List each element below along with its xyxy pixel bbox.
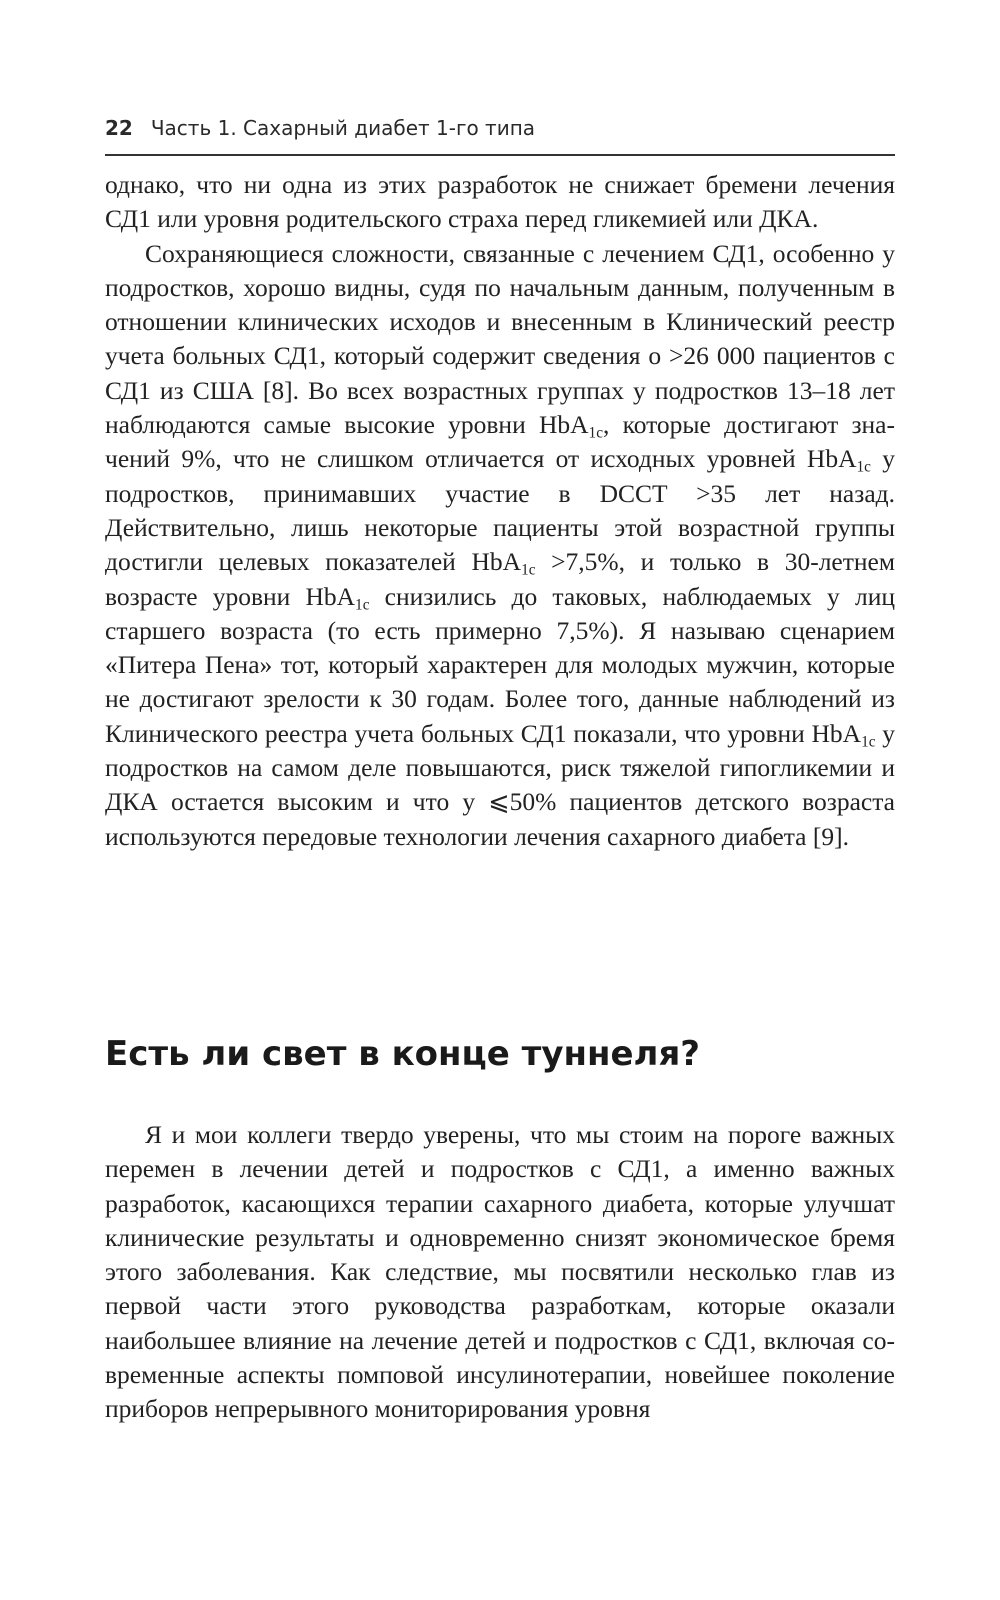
text-run: , которые достигают значений 9%, что не слишком отличается от исходных уровней HbA — [105, 410, 895, 474]
text-run: Сохраняющиеся сложности, связанные с лечением СД1, особенно у подростков, хорошо видны, судя по начальным данным, полученным в отношении клинических исходов и внесенным в Клинический реестр учета больных СД1, который содержит сведения о >26 000 пациентов с СД1 из США [8]. Во всех возрастных группах у подростков 13–18 лет наблюдаются самые высокие уровни HbA — [105, 238, 895, 440]
text-block-2 — [105, 1118, 895, 1427]
subscript: 1c — [588, 424, 603, 442]
text-run: у подростков, принимавших участие в DCCT >35 лет назад. Действительно, лишь некоторые пациенты этой возрастной группы достигли целевых показателей HbA — [105, 444, 895, 577]
subscript: 1c — [355, 596, 370, 614]
paragraph-complications — [105, 237, 895, 854]
text-run: >7,5%, и только в 30-летнем возрасте уровни HbA — [105, 547, 895, 611]
section-heading: Есть ли свет в конце туннеля? — [105, 1034, 700, 1074]
running-title: Часть 1. Сахарный диабет 1-го типа — [150, 116, 536, 140]
paragraph-outlook: Я и мои коллеги твердо уверены, что мы стоим на пороге важных перемен в лечении детей и подростков с СД1, а именно важных разработок, касающихся терапии сахарного диабета, которые улучшат клинические результаты и одновременно снизят экономическое бремя этого заболевания. Как следствие, мы посвятили несколько глав из первой части этого руководства разработкам, которые оказали наибольшее влияние на лечение детей и подростков с СД1, включая современные аспекты помповой инсулинотерапии, новейшее поколение приборов непрерывного мониторирования уровня — [105, 1120, 895, 1424]
subscript: 1c — [521, 561, 536, 579]
subscript: 1c — [856, 458, 871, 476]
running-head — [105, 116, 895, 152]
subscript: 1c — [861, 733, 876, 751]
page-number: 22 — [105, 116, 133, 140]
paragraph-continued: однако, что ни одна из этих разработок не снижает бремени лечения СД1 или уровня родительского страха перед гликемией или ДКА. — [105, 170, 895, 234]
text-block-1 — [105, 168, 895, 854]
text-run: у подростков на самом деле повышаются, риск тяжелой гипогликемии и ДКА остается высоким и что у ⩽50% пациентов детского возраста используются передовые технологии лечения сахарного диабета [9]. — [105, 718, 895, 851]
header-rule — [105, 154, 895, 156]
text-run: снизились до таковых, наблюдаемых у лиц старшего возраста (то есть примерно 7,5%). Я называю сценарием «Питера Пена» тот, который характерен для молодых мужчин, которые не достигают зрелости к 30 годам. Более того, данные наблюдений из Клинического реестра учета больных СД1 показали, что уровни HbA — [105, 581, 895, 748]
